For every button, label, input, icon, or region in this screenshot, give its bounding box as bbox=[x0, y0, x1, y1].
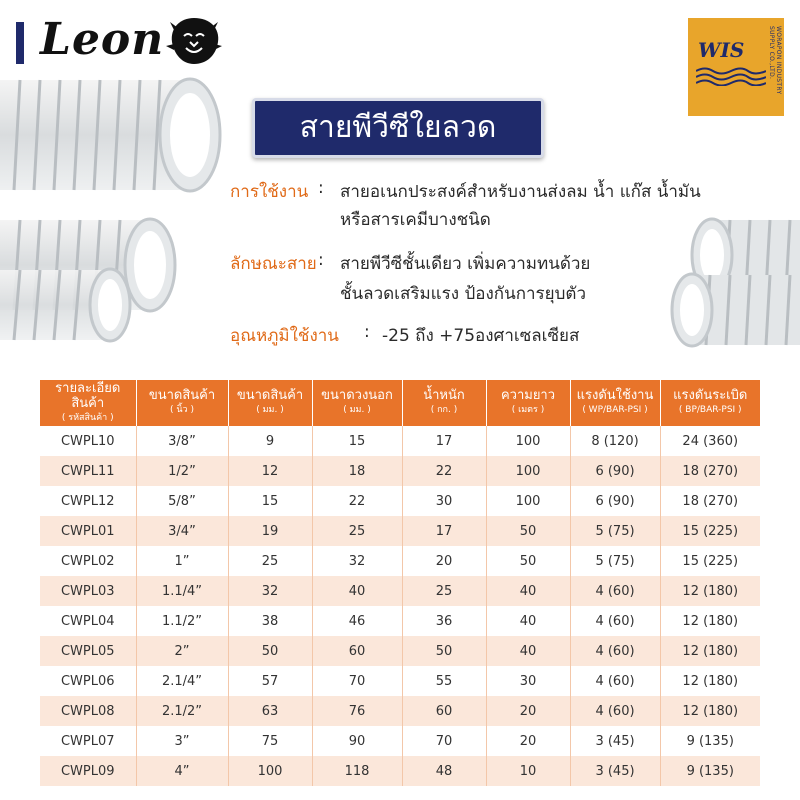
info-line: หรือสารเคมีบางชนิด bbox=[340, 210, 491, 230]
table-cell: 118 bbox=[312, 756, 402, 786]
table-cell: 22 bbox=[402, 456, 486, 486]
table-cell: 12 (180) bbox=[660, 696, 760, 726]
info-characteristics bbox=[230, 250, 591, 304]
info-line: ชั้นลวดเสริมแรง ป้องกันการยุบตัว bbox=[340, 284, 587, 304]
table-cell: 60 bbox=[402, 696, 486, 726]
table-cell: 8 (120) bbox=[570, 426, 660, 456]
column-header: ขนาดสินค้า ( มม. ) bbox=[228, 380, 312, 426]
table-cell: 75 bbox=[228, 726, 312, 756]
table-cell: CWPL03 bbox=[40, 576, 136, 606]
table-cell: CWPL12 bbox=[40, 486, 136, 516]
table-cell: 9 (135) bbox=[660, 756, 760, 786]
hose-image-left bbox=[0, 70, 240, 350]
table-cell: 2” bbox=[136, 636, 228, 666]
table-cell: 57 bbox=[228, 666, 312, 696]
info-line: -25 ถึง +75องศาเซลเซียส bbox=[382, 326, 580, 346]
table-cell: 5/8” bbox=[136, 486, 228, 516]
table-cell: 12 (180) bbox=[660, 576, 760, 606]
table-cell: 12 (180) bbox=[660, 666, 760, 696]
table-cell: 4” bbox=[136, 756, 228, 786]
page-title: สายพีวีซีใยลวด bbox=[252, 98, 544, 158]
column-header: ขนาดสินค้า ( นิ้ว ) bbox=[136, 380, 228, 426]
table-cell: 40 bbox=[486, 576, 570, 606]
table-cell: 46 bbox=[312, 606, 402, 636]
table-cell: 1.1/4” bbox=[136, 576, 228, 606]
table-cell: CWPL10 bbox=[40, 426, 136, 456]
table-cell: 25 bbox=[312, 516, 402, 546]
table-cell: 15 bbox=[228, 486, 312, 516]
table-cell: 15 bbox=[312, 426, 402, 456]
table-cell: 15 (225) bbox=[660, 546, 760, 576]
table-cell: 2.1/2” bbox=[136, 696, 228, 726]
info-line: สายอเนกประสงค์สำหรับงานส่งลม น้ำ แก๊ส น้ำมัน bbox=[340, 182, 701, 202]
table-cell: 70 bbox=[312, 666, 402, 696]
table-cell: 32 bbox=[312, 546, 402, 576]
info-usage bbox=[230, 178, 701, 230]
brand-name: Leon bbox=[40, 14, 165, 65]
table-cell: 9 (135) bbox=[660, 726, 760, 756]
table-row bbox=[40, 726, 760, 756]
table-cell: 50 bbox=[228, 636, 312, 666]
table-cell: 30 bbox=[486, 666, 570, 696]
table-cell: 9 bbox=[228, 426, 312, 456]
table-cell: 30 bbox=[402, 486, 486, 516]
table-row bbox=[40, 486, 760, 516]
table-cell: 20 bbox=[486, 726, 570, 756]
column-header: น้ำหนัก ( กก. ) bbox=[402, 380, 486, 426]
table-cell: 5 (75) bbox=[570, 546, 660, 576]
table-cell: 12 bbox=[228, 456, 312, 486]
table-cell: 5 (75) bbox=[570, 516, 660, 546]
partner-logo-subtitle: WORAPON INDUSTRY SUPPLY CO.,LTD. bbox=[768, 26, 782, 95]
table-cell: 25 bbox=[228, 546, 312, 576]
table-cell: 12 (180) bbox=[660, 636, 760, 666]
brand-accent-bar bbox=[16, 22, 24, 64]
table-cell: 48 bbox=[402, 756, 486, 786]
table-cell: 3 (45) bbox=[570, 726, 660, 756]
header-section bbox=[0, 0, 800, 378]
lion-head-icon bbox=[166, 14, 222, 68]
table-cell: 63 bbox=[228, 696, 312, 726]
table-cell: 22 bbox=[312, 486, 402, 516]
table-row bbox=[40, 696, 760, 726]
column-header: ขนาดวงนอก ( มม. ) bbox=[312, 380, 402, 426]
table-cell: CWPL09 bbox=[40, 756, 136, 786]
table-header-row bbox=[40, 380, 760, 426]
table-cell: 6 (90) bbox=[570, 486, 660, 516]
table-cell: 100 bbox=[486, 456, 570, 486]
table-cell: CWPL06 bbox=[40, 666, 136, 696]
table-row bbox=[40, 546, 760, 576]
table-row bbox=[40, 426, 760, 456]
column-header: แรงดันใช้งาน ( WP/BAR-PSI ) bbox=[570, 380, 660, 426]
table-cell: 100 bbox=[228, 756, 312, 786]
info-label: อุณหภูมิใช้งาน bbox=[230, 326, 339, 346]
table-cell: 3/8” bbox=[136, 426, 228, 456]
info-separator: : bbox=[318, 178, 324, 198]
table-cell: 50 bbox=[486, 516, 570, 546]
table-cell: 100 bbox=[486, 426, 570, 456]
table-cell: 50 bbox=[402, 636, 486, 666]
table-cell: 20 bbox=[486, 696, 570, 726]
partner-logo bbox=[688, 18, 784, 116]
table-cell: CWPL05 bbox=[40, 636, 136, 666]
hose-image-right bbox=[660, 215, 800, 355]
table-cell: 4 (60) bbox=[570, 666, 660, 696]
table-cell: 2.1/4” bbox=[136, 666, 228, 696]
table-cell: 24 (360) bbox=[660, 426, 760, 456]
table-cell: 1/2” bbox=[136, 456, 228, 486]
table-cell: 32 bbox=[228, 576, 312, 606]
table-cell: 4 (60) bbox=[570, 636, 660, 666]
spec-table bbox=[40, 380, 760, 786]
table-cell: 70 bbox=[402, 726, 486, 756]
table-cell: 18 (270) bbox=[660, 456, 760, 486]
table-cell: 17 bbox=[402, 426, 486, 456]
table-cell: 25 bbox=[402, 576, 486, 606]
table-cell: CWPL02 bbox=[40, 546, 136, 576]
table-cell: 18 bbox=[312, 456, 402, 486]
table-cell: 40 bbox=[486, 636, 570, 666]
table-cell: CWPL08 bbox=[40, 696, 136, 726]
partner-logo-text: WIS bbox=[698, 38, 745, 62]
table-cell: 4 (60) bbox=[570, 696, 660, 726]
table-cell: 6 (90) bbox=[570, 456, 660, 486]
info-label: ลักษณะสาย bbox=[230, 254, 317, 274]
table-row bbox=[40, 606, 760, 636]
table-cell: 38 bbox=[228, 606, 312, 636]
info-temperature bbox=[230, 322, 580, 349]
column-header: แรงดันระเบิด ( BP/BAR-PSI ) bbox=[660, 380, 760, 426]
table-cell: 55 bbox=[402, 666, 486, 696]
info-line: สายพีวีซีชั้นเดียว เพิ่มความทนด้วย bbox=[340, 254, 591, 274]
table-row bbox=[40, 636, 760, 666]
table-cell: 60 bbox=[312, 636, 402, 666]
column-header: รายละเอียดสินค้า ( รหัสสินค้า ) bbox=[40, 380, 136, 426]
table-cell: CWPL07 bbox=[40, 726, 136, 756]
table-cell: 76 bbox=[312, 696, 402, 726]
table-cell: 100 bbox=[486, 486, 570, 516]
table-cell: 1” bbox=[136, 546, 228, 576]
table-cell: 15 (225) bbox=[660, 516, 760, 546]
table-cell: 3/4” bbox=[136, 516, 228, 546]
table-cell: 1.1/2” bbox=[136, 606, 228, 636]
table-cell: 3 (45) bbox=[570, 756, 660, 786]
table-cell: 18 (270) bbox=[660, 486, 760, 516]
table-cell: 20 bbox=[402, 546, 486, 576]
table-cell: CWPL04 bbox=[40, 606, 136, 636]
table-cell: 3” bbox=[136, 726, 228, 756]
table-cell: 19 bbox=[228, 516, 312, 546]
wave-icon bbox=[696, 66, 766, 86]
table-row bbox=[40, 576, 760, 606]
table-cell: 10 bbox=[486, 756, 570, 786]
table-cell: 40 bbox=[312, 576, 402, 606]
info-label: การใช้งาน bbox=[230, 182, 309, 202]
info-separator: : bbox=[318, 250, 324, 270]
table-row bbox=[40, 456, 760, 486]
table-row bbox=[40, 756, 760, 786]
table-cell: 36 bbox=[402, 606, 486, 636]
table-cell: CWPL01 bbox=[40, 516, 136, 546]
info-separator: : bbox=[364, 322, 370, 342]
table-cell: 4 (60) bbox=[570, 576, 660, 606]
table-cell: 40 bbox=[486, 606, 570, 636]
table-cell: 90 bbox=[312, 726, 402, 756]
table-row bbox=[40, 666, 760, 696]
table-cell: CWPL11 bbox=[40, 456, 136, 486]
table-cell: 50 bbox=[486, 546, 570, 576]
column-header: ความยาว ( เมตร ) bbox=[486, 380, 570, 426]
table-cell: 17 bbox=[402, 516, 486, 546]
table-row bbox=[40, 516, 760, 546]
table-cell: 4 (60) bbox=[570, 606, 660, 636]
table-cell: 12 (180) bbox=[660, 606, 760, 636]
